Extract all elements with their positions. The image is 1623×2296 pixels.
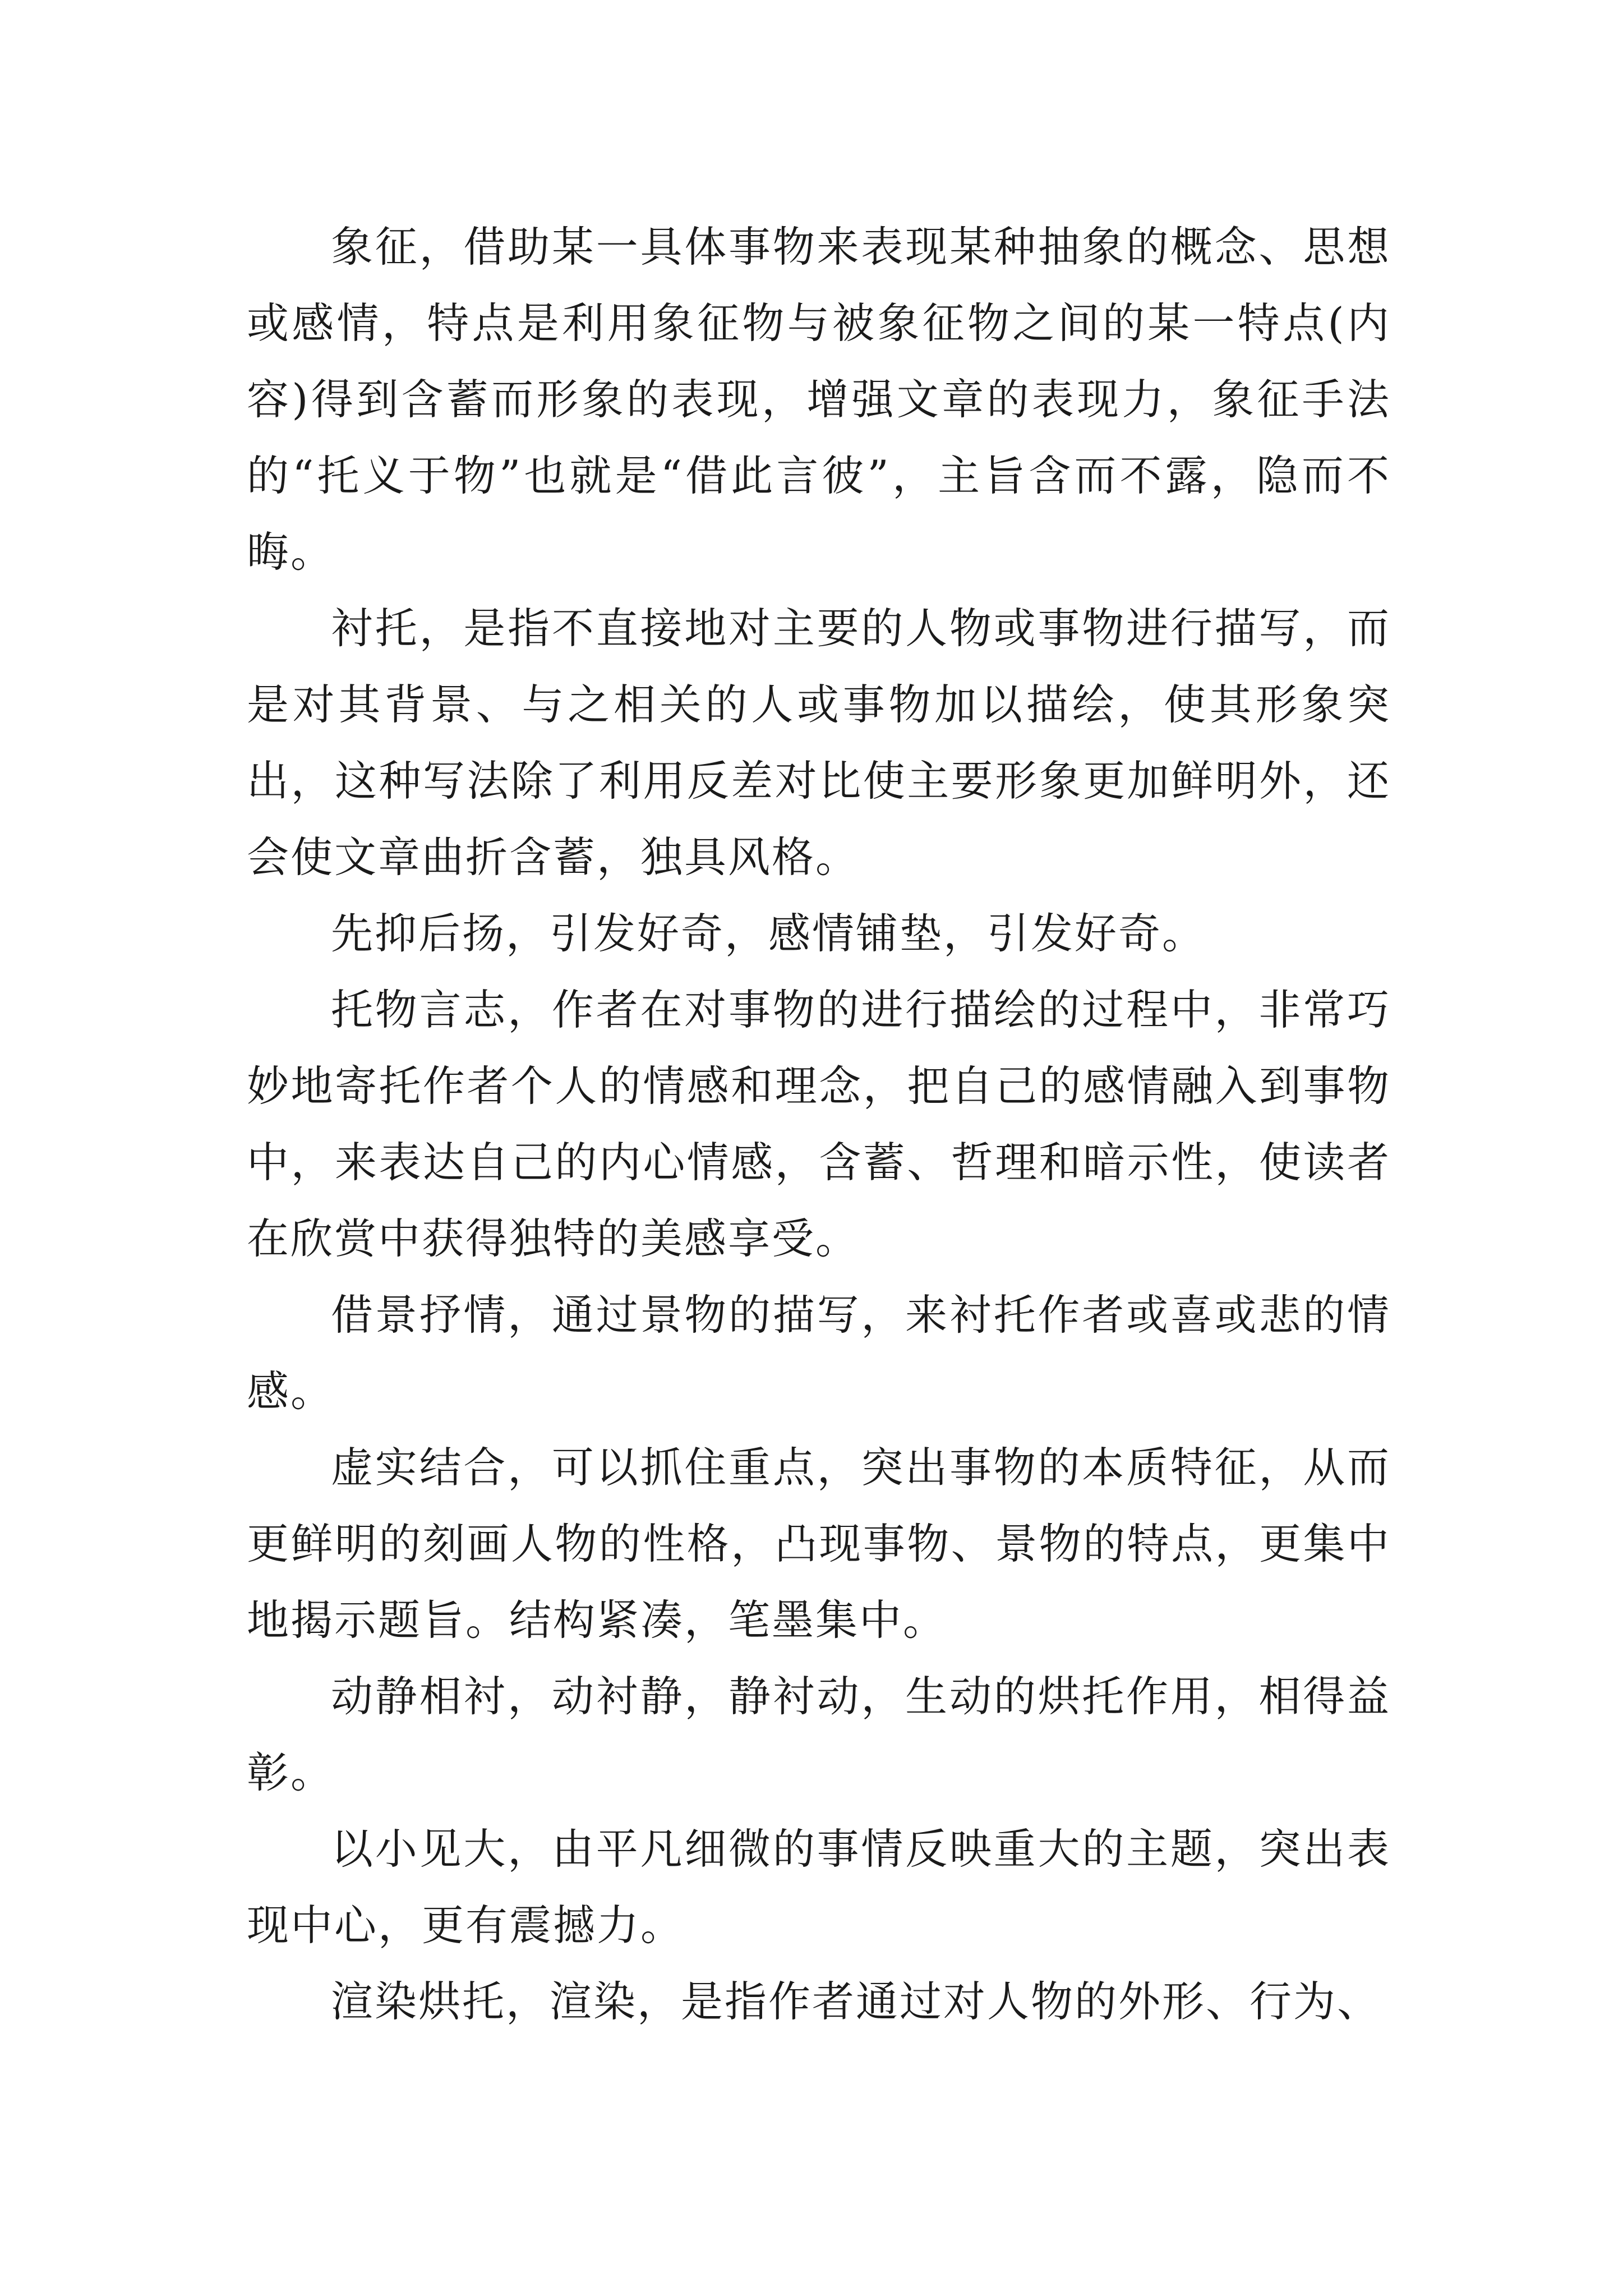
paragraph-symbolism: 象征，借助某一具体事物来表现某种抽象的概念、思想或感情，特点是利用象征物与被象征物之间的某一特点(内容)得到含蓄而形象的表现，增强文章的表现力，象征手法的“托义于物”也就是“借此言彼”，主旨含而不露，隐而不晦。 bbox=[247, 222, 1391, 577]
paragraph-scene-emotion: 借景抒情，通过景物的描写，来衬托作者或喜或悲的情感。 bbox=[247, 1290, 1391, 1416]
paragraph-suppress-then-praise: 先抑后扬，引发好奇，感情铺垫，引发好奇。 bbox=[331, 909, 1206, 958]
paragraph-virtual-real: 虚实结合，可以抓住重点，突出事物的本质特征，从而更鲜明的刻画人物的性格，凸现事物、景物的特点，更集中地揭示题旨。结构紧凑，笔墨集中。 bbox=[247, 1443, 1391, 1645]
paragraph-motion-stillness: 动静相衬，动衬静，静衬动，生动的烘托作用，相得益彰。 bbox=[247, 1672, 1391, 1797]
paragraph-express-aspiration: 托物言志，作者在对事物的进行描绘的过程中，非常巧妙地寄托作者个人的情感和理念，把自己的感情融入到事物中，来表达自己的内心情感，含蓄、哲理和暗示性，使读者在欣赏中获得独特的美感享受。 bbox=[247, 985, 1391, 1263]
document-body bbox=[247, 209, 1391, 2040]
paragraph-contrast-foil: 衬托，是指不直接地对主要的人物或事物进行描写，而是对其背景、与之相关的人或事物加以描绘，使其形象突出，这种写法除了利用反差对比使主要形象更加鲜明外，还会使文章曲折含蓄，独具风格。 bbox=[247, 604, 1391, 882]
paragraph-rendering: 渲染烘托，渲染，是指作者通过对人物的外形、行为、 bbox=[331, 1977, 1381, 2026]
paragraph-small-to-large: 以小见大，由平凡细微的事情反映重大的主题，突出表现中心，更有震撼力。 bbox=[247, 1824, 1391, 1950]
